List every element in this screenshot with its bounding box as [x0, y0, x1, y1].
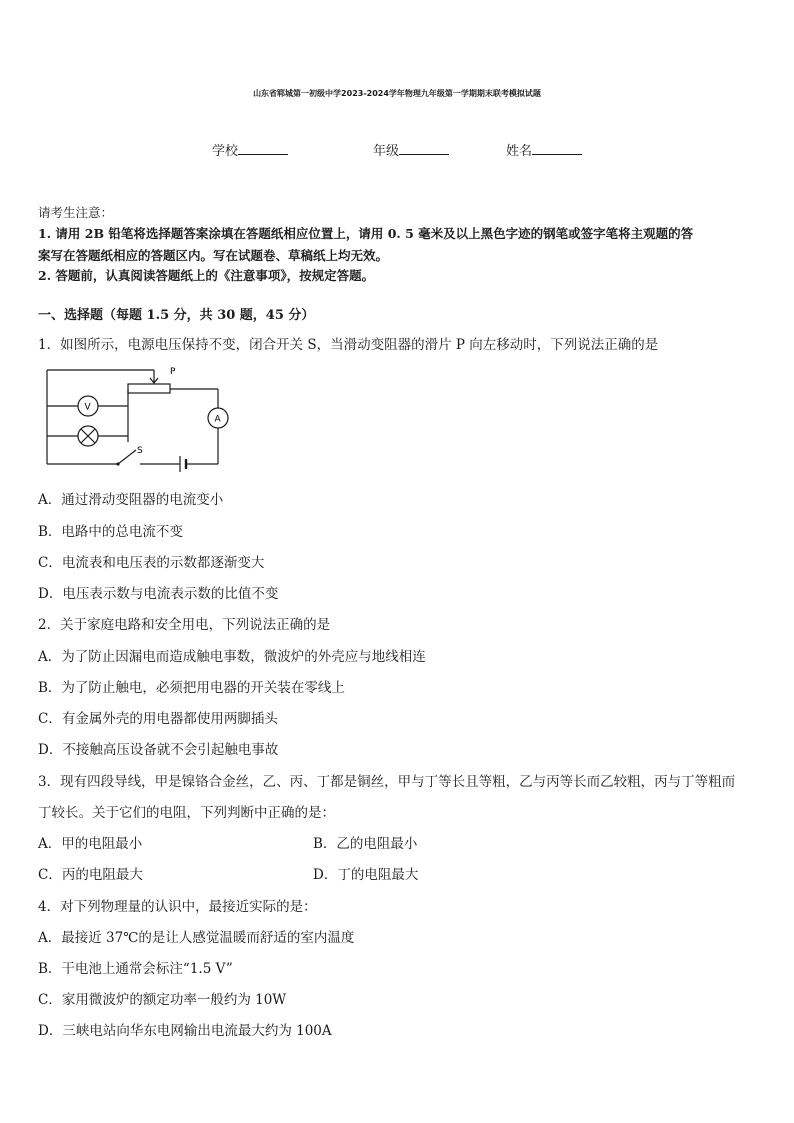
q3-option-b: B．乙的电阻最小	[313, 836, 418, 852]
q1-option-a: A．通过滑动变阻器的电流变小	[38, 492, 224, 508]
question-3-stem-b: 丁较长。关于它们的电阻，下列判断中正确的是：	[38, 805, 335, 821]
school-label: 学校	[212, 144, 239, 159]
grade-blank	[399, 142, 449, 155]
notice-line-1b: 案写在答题纸相应的答题区内。写在试题卷、草稿纸上均无效。	[38, 248, 389, 263]
question-4-stem: 4．对下列物理量的认识中，最接近实际的是：	[38, 899, 317, 915]
q4-option-b: B．干电池上通常会标注“1.5 V”	[38, 961, 233, 977]
name-field	[506, 140, 582, 159]
exam-title: 山东省郓城第一初级中学2023-2024学年物理九年级第一学期期末联考模拟试题	[253, 89, 541, 98]
notice-line-2: 2. 答题前，认真阅读答题纸上的《注意事项》，按规定答题。	[38, 268, 375, 283]
lamp-icon	[78, 426, 98, 446]
grade-field	[373, 140, 449, 159]
label-s: S	[137, 446, 143, 456]
q2-option-b: B．为了防止触电，必须把用电器的开关装在零线上	[38, 680, 345, 696]
label-v: V	[84, 402, 91, 413]
q4-option-d: D．三峡电站向华东电网输出电流最大约为 100A	[38, 1023, 332, 1039]
grade-label: 年级	[373, 144, 400, 159]
question-3-stem-a: 3．现有四段导线，甲是镍铬合金丝，乙、丙、丁都是铜丝，甲与丁等长且等粗，乙与丙等长而乙较粗，丙与丁等粗而	[38, 774, 736, 790]
circuit-diagram	[40, 362, 240, 472]
q2-option-a: A．为了防止因漏电而造成触电事数，微波炉的外壳应与地线相连	[38, 649, 426, 665]
q2-option-d: D．不接触高压设备就不会引起触电事故	[38, 742, 279, 758]
q1-option-b: B．电路中的总电流不变	[38, 524, 183, 540]
name-label: 姓名	[506, 144, 533, 159]
q1-option-c: C．电流表和电压表的示数都逐渐变大	[38, 555, 265, 571]
label-p: P	[170, 367, 176, 377]
q3-option-d: D．丁的电阻最大	[313, 867, 419, 883]
name-blank	[532, 142, 582, 155]
notice-heading: 请考生注意：	[38, 205, 114, 220]
q4-option-a: A．最接近 37℃的是让人感觉温暖而舒适的室内温度	[38, 930, 355, 946]
switch-pivot	[116, 462, 119, 465]
question-1-stem: 1．如图所示，电源电压保持不变，闭合开关 S，当滑动变阻器的滑片 P 向左移动时，下列说法正确的是	[38, 337, 659, 353]
school-field	[212, 140, 288, 159]
q2-option-c: C．有金属外壳的用电器都使用两脚插头	[38, 711, 278, 727]
battery-icon	[180, 456, 186, 472]
q3-option-c: C．丙的电阻最大	[38, 867, 143, 883]
section-heading: 一、选择题（每题 1.5 分，共 30 题，45 分）	[38, 308, 315, 323]
q4-option-c: C．家用微波炉的额定功率一般约为 10W	[38, 992, 287, 1008]
notice-line-1a: 1. 请用 2B 铅笔将选择题答案涂填在答题纸相应位置上，请用 0. 5 毫米及以上黑色字迹的钢笔或签字笔将主观题的答	[38, 226, 694, 241]
q1-option-d: D．电压表示数与电流表示数的比值不变	[38, 586, 279, 602]
school-blank	[238, 142, 288, 155]
label-a: A	[214, 414, 221, 425]
question-2-stem: 2．关于家庭电路和安全用电，下列说法正确的是	[38, 617, 331, 633]
q3-option-a: A．甲的电阻最小	[38, 836, 143, 852]
